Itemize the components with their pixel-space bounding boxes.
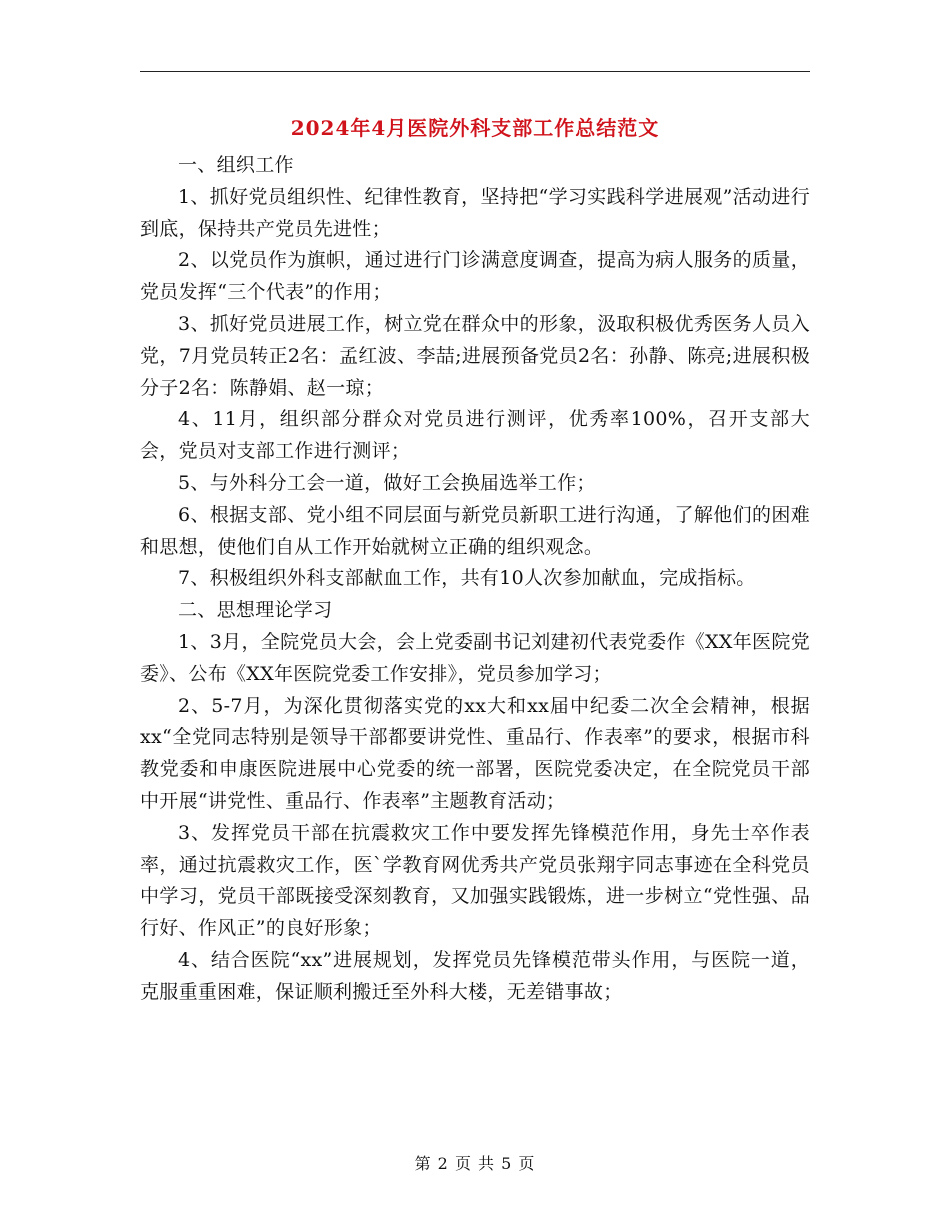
paragraph: 5、与外科分工会一道，做好工会换届选举工作；	[178, 471, 596, 494]
header-rule	[140, 71, 810, 72]
document-body	[140, 150, 810, 1009]
paragraph: 4、结合医院“xx”进展规划，发挥党员先锋模范带头作用，与医院一道，克服重重困难，保证顺利搬迁至外科大楼，无差错事故；	[140, 948, 810, 1003]
section-heading-organization: 一、组织工作	[178, 154, 294, 176]
section-heading-theory-study: 二、思想理论学习	[178, 599, 333, 622]
paragraph: 2、5-7月，为深化贯彻落实党的xx大和xx届中纪委二次全会精神，根据xx“全党同志特别是领导干部都要讲党性、重品行、作表率”的要求，根据市科教党委和申康医院进展中心党委的统一部署，医院党委决定，在全院党员干部中开展“讲党性、重品行、作表率”主题教育活动；	[140, 694, 810, 812]
paragraph: 3、发挥党员干部在抗震救灾工作中要发挥先锋模范作用，身先士卒作表率，通过抗震救灾工作，医`学教育网优秀共产党员张翔宇同志事迹在全科党员中学习，党员干部既接受深刻教育，又加强实践锻炼，进一步树立“党性强、品行好、作风正”的良好形象；	[140, 821, 810, 940]
page-number: 第 2 页 共 5 页	[414, 1154, 536, 1173]
paragraph: 1、3月，全院党员大会，会上党委副书记刘建初代表党委作《XX年医院党委》、公布《XX年医院党委工作安排》，党员参加学习；	[140, 630, 810, 685]
paragraph: 2、以党员作为旗帜，通过进行门诊满意度调查，提高为病人服务的质量，党员发挥“三个代表”的作用；	[140, 249, 810, 304]
document-title: 2024年4月医院外科支部工作总结范文	[290, 116, 660, 140]
paragraph: 1、抓好党员组织性、纪律性教育，坚持把“学习实践科学进展观”活动进行到底，保持共产党员先进性；	[140, 185, 810, 240]
paragraph: 7、积极组织外科支部献血工作，共有10人次参加献血，完成指标。	[178, 567, 756, 590]
paragraph: 4、11月，组织部分群众对党员进行测评，优秀率100%，召开支部大会，党员对支部工作进行测评；	[140, 408, 810, 463]
paragraph: 3、抓好党员进展工作，树立党在群众中的形象，汲取积极优秀医务人员入党，7月党员转正2名：孟红波、李喆;进展预备党员2名：孙静、陈亮;进展积极分子2名：陈静娟、赵一琼；	[140, 312, 810, 399]
paragraph: 6、根据支部、党小组不同层面与新党员新职工进行沟通，了解他们的困难和思想，使他们自从工作开始就树立正确的组织观念。	[140, 503, 810, 558]
